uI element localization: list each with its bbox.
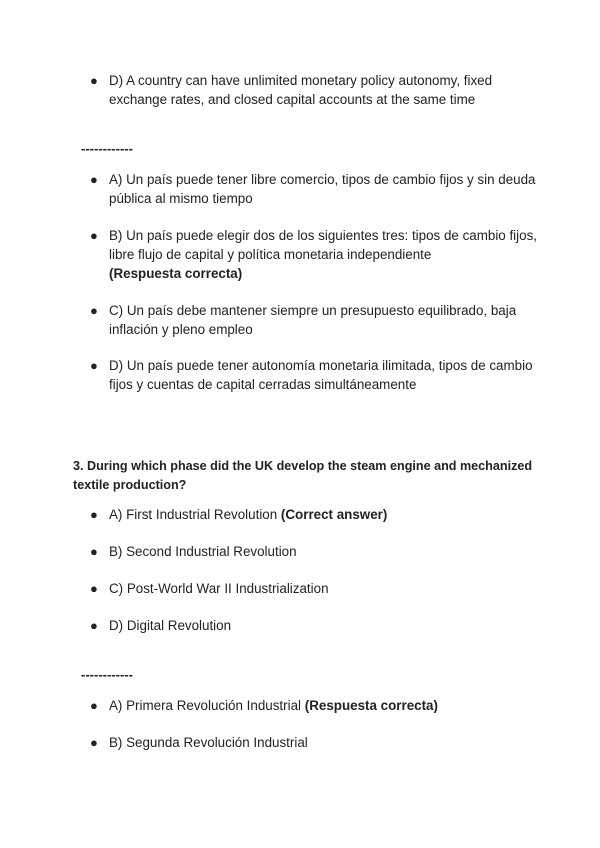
option-d-en bbox=[90, 71, 540, 109]
option-b-es bbox=[90, 226, 540, 283]
option-a-en bbox=[90, 505, 540, 524]
option-d-es bbox=[90, 356, 540, 394]
question-3-title: 3. During which phase did the UK develop the steam engine and mechanized textile production? bbox=[73, 459, 533, 492]
bullet: ● bbox=[90, 698, 98, 713]
option-a-es-q3 bbox=[90, 696, 540, 715]
option-text: D) Un país puede tener autonomía monetaria ilimitada, tipos de cambio fijos y cuentas de capital cerradas simultáneamente bbox=[109, 358, 533, 392]
bullet: ● bbox=[90, 358, 98, 373]
option-b-en bbox=[90, 542, 540, 561]
bullet: ● bbox=[90, 228, 98, 243]
correct-answer-tag: (Respuesta correcta) bbox=[109, 266, 243, 281]
bullet: ● bbox=[90, 172, 98, 187]
option-d-en-q3 bbox=[90, 616, 540, 635]
separator: ------------ bbox=[81, 141, 133, 156]
correct-answer-tag: (Correct answer) bbox=[280, 507, 388, 522]
option-text: D) Digital Revolution bbox=[109, 618, 232, 633]
option-c-es bbox=[90, 301, 540, 339]
option-text: A) Un país puede tener libre comercio, tipos de cambio fijos y sin deuda pública al mismo tiempo bbox=[109, 172, 536, 206]
option-text: A) Primera Revolución Industrial (Respuesta correcta) bbox=[109, 698, 438, 713]
bullet: ● bbox=[90, 73, 98, 88]
bullet: ● bbox=[90, 544, 98, 559]
option-text: D) A country can have unlimited monetary policy autonomy, fixed exchange rates, and closed capital accounts at the same time bbox=[109, 73, 493, 107]
bullet: ● bbox=[90, 735, 98, 750]
correct-answer-tag: (Respuesta correcta) bbox=[304, 698, 438, 713]
bullet: ● bbox=[90, 303, 98, 318]
separator: ------------ bbox=[81, 667, 133, 682]
option-text: B) Second Industrial Revolution bbox=[109, 544, 297, 559]
option-text: B) Segunda Revolución Industrial bbox=[109, 735, 308, 750]
option-text: C) Un país debe mantener siempre un presupuesto equilibrado, baja inflación y pleno empleo bbox=[109, 303, 517, 337]
bullet: ● bbox=[90, 507, 98, 522]
option-text: C) Post-World War II Industrialization bbox=[109, 581, 329, 596]
option-a-es bbox=[90, 170, 540, 208]
option-text: B) Un país puede elegir dos de los siguientes tres: tipos de cambio fijos, libre flujo de capital y política monetaria independiente (Respuesta correcta) bbox=[109, 228, 537, 281]
option-b-es-q3 bbox=[90, 733, 540, 752]
bullet: ● bbox=[90, 581, 98, 596]
option-c-en bbox=[90, 579, 540, 598]
option-text: A) First Industrial Revolution (Correct answer) bbox=[109, 507, 388, 522]
bullet: ● bbox=[90, 618, 98, 633]
